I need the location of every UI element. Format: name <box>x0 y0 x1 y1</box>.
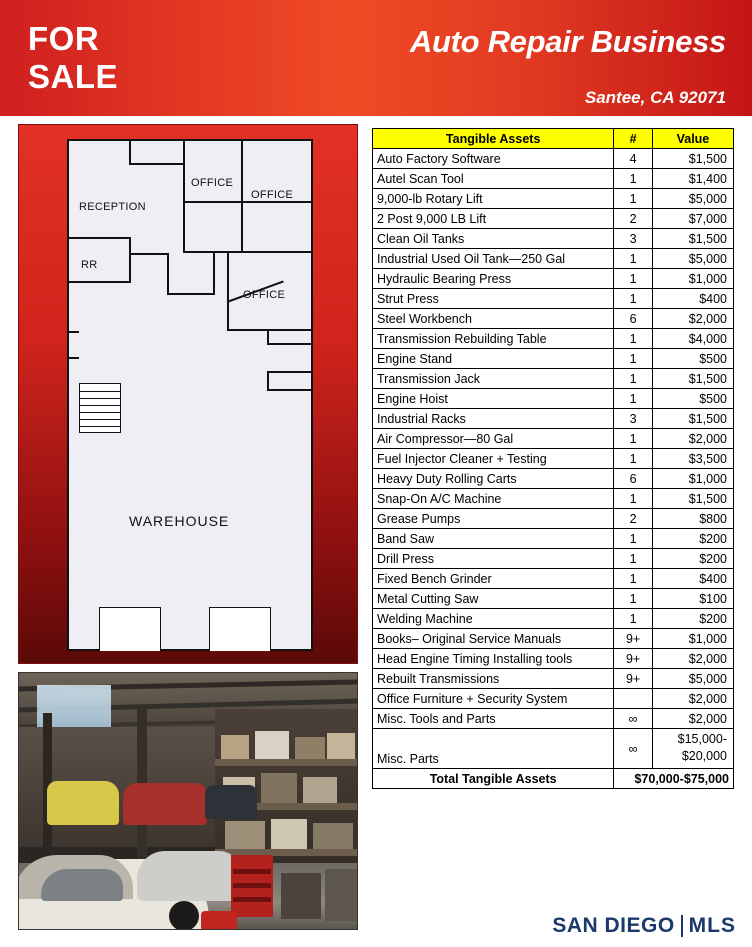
table-row <box>373 229 734 249</box>
asset-qty: 1 <box>614 549 653 569</box>
asset-name: Misc. Tools and Parts <box>373 709 614 729</box>
asset-qty: 1 <box>614 269 653 289</box>
logo-san-diego-text: SAN DIEGO <box>552 914 675 937</box>
asset-value: $7,000 <box>652 209 733 229</box>
table-row <box>373 569 734 589</box>
asset-value: $1,500 <box>652 409 733 429</box>
asset-value: $500 <box>652 349 733 369</box>
asset-value: $1,500 <box>652 149 733 169</box>
wall-segment <box>267 343 313 345</box>
room-label-office-2: OFFICE <box>251 189 294 201</box>
floorplan-panel <box>18 124 358 664</box>
asset-name: Fixed Bench Grinder <box>373 569 614 589</box>
asset-qty <box>614 689 653 709</box>
logo-mls-text: MLS <box>688 914 736 937</box>
photo-shelf-box <box>295 737 325 759</box>
asset-qty: 1 <box>614 329 653 349</box>
table-row <box>373 189 734 209</box>
wall-segment <box>267 371 313 373</box>
asset-qty: 1 <box>614 189 653 209</box>
asset-name: Air Compressor—80 Gal <box>373 429 614 449</box>
asset-value: $1,500 <box>652 489 733 509</box>
wall-segment <box>227 329 313 331</box>
asset-qty: 1 <box>614 449 653 469</box>
room-label-office-1: OFFICE <box>191 177 234 189</box>
asset-name: Office Furniture + Security System <box>373 689 614 709</box>
asset-qty: 2 <box>614 509 653 529</box>
table-row <box>373 729 734 769</box>
table-row <box>373 169 734 189</box>
for-sale-heading <box>28 20 118 96</box>
photo-foreground-car-silver <box>137 851 241 901</box>
asset-qty: 2 <box>614 209 653 229</box>
asset-qty: 1 <box>614 609 653 629</box>
asset-qty: 1 <box>614 589 653 609</box>
photo-shelf-box <box>327 733 355 759</box>
photo-shelf-box <box>271 819 307 849</box>
room-label-office-3: OFFICE <box>243 289 286 301</box>
shop-interior-photo <box>18 672 358 930</box>
wall-segment <box>267 389 313 391</box>
photo-shelf-box <box>225 821 265 849</box>
photo-vehicle-red <box>123 783 207 825</box>
asset-value: $1,000 <box>652 269 733 289</box>
asset-name: Strut Press <box>373 289 614 309</box>
photo-shelf-box <box>303 777 337 803</box>
table-row <box>373 329 734 349</box>
photo-tool-chest-drawer <box>233 883 271 888</box>
asset-value: $2,000 <box>652 309 733 329</box>
asset-qty: ∞ <box>614 709 653 729</box>
photo-foreground-windshield <box>41 869 123 901</box>
wall-segment <box>167 293 215 295</box>
floorplan-drawing <box>67 139 313 651</box>
asset-value: $1,500 <box>652 229 733 249</box>
table-row <box>373 629 734 649</box>
wall-segment <box>213 253 215 295</box>
asset-name: Engine Stand <box>373 349 614 369</box>
asset-value: $100 <box>652 589 733 609</box>
stairs <box>79 383 121 433</box>
wall-segment <box>167 253 169 295</box>
asset-value: $2,000 <box>652 689 733 709</box>
asset-value: $200 <box>652 529 733 549</box>
table-row <box>373 489 734 509</box>
asset-value: $200 <box>652 549 733 569</box>
wall-segment <box>183 201 313 203</box>
col-header-qty: # <box>614 129 653 149</box>
photo-red-part <box>201 911 237 930</box>
table-row <box>373 209 734 229</box>
asset-name: Clean Oil Tanks <box>373 229 614 249</box>
table-row <box>373 589 734 609</box>
asset-value: $800 <box>652 509 733 529</box>
wall-segment <box>183 251 313 253</box>
asset-name: 2 Post 9,000 LB Lift <box>373 209 614 229</box>
wall-segment <box>129 163 185 165</box>
asset-name: Head Engine Timing Installing tools <box>373 649 614 669</box>
wall-segment <box>69 281 131 283</box>
table-row <box>373 649 734 669</box>
asset-name: Misc. Parts <box>373 729 614 769</box>
photo-vehicle-yellow <box>47 781 119 825</box>
asset-value: $1,400 <box>652 169 733 189</box>
asset-value: $400 <box>652 569 733 589</box>
asset-qty: 6 <box>614 469 653 489</box>
asset-name: Industrial Racks <box>373 409 614 429</box>
wall-segment <box>183 141 185 165</box>
logo-divider <box>681 915 683 937</box>
asset-name: Auto Factory Software <box>373 149 614 169</box>
photo-cart <box>325 869 358 921</box>
total-value: $70,000-$75,000 <box>614 769 734 789</box>
photo-cart <box>281 873 321 919</box>
asset-qty: 1 <box>614 489 653 509</box>
asset-value: $4,000 <box>652 329 733 349</box>
asset-qty: 1 <box>614 369 653 389</box>
asset-qty: 1 <box>614 389 653 409</box>
asset-qty: 9+ <box>614 669 653 689</box>
asset-name: Transmission Jack <box>373 369 614 389</box>
san-diego-mls-logo <box>548 913 740 939</box>
table-row <box>373 369 734 389</box>
listing-title: Auto Repair Business <box>409 24 726 59</box>
table-row <box>373 349 734 369</box>
asset-qty: 1 <box>614 429 653 449</box>
table-row <box>373 309 734 329</box>
wall-segment <box>129 253 169 255</box>
asset-value: $2,000 <box>652 649 733 669</box>
asset-name: Heavy Duty Rolling Carts <box>373 469 614 489</box>
asset-qty: 1 <box>614 249 653 269</box>
photo-shelf-box <box>221 735 249 759</box>
table-row <box>373 409 734 429</box>
photo-wheel <box>169 901 199 930</box>
wall-segment <box>69 331 79 333</box>
asset-value: $200 <box>652 609 733 629</box>
asset-name: Steel Workbench <box>373 309 614 329</box>
table-row <box>373 469 734 489</box>
asset-name: Autel Scan Tool <box>373 169 614 189</box>
table-header-row <box>373 129 734 149</box>
table-row <box>373 449 734 469</box>
wall-segment <box>241 203 243 251</box>
asset-value: $500 <box>652 389 733 409</box>
asset-name: Rebuilt Transmissions <box>373 669 614 689</box>
for-sale-line-2: SALE <box>28 58 119 95</box>
table-row <box>373 429 734 449</box>
asset-name: Snap-On A/C Machine <box>373 489 614 509</box>
asset-value: $15,000- $20,000 <box>652 729 733 769</box>
asset-value: $5,000 <box>652 669 733 689</box>
asset-value: $5,000 <box>652 249 733 269</box>
table-row <box>373 529 734 549</box>
asset-value: $1,000 <box>652 629 733 649</box>
asset-qty: 1 <box>614 349 653 369</box>
room-label-reception: RECEPTION <box>79 201 146 213</box>
table-row <box>373 609 734 629</box>
asset-name: Band Saw <box>373 529 614 549</box>
asset-name: Metal Cutting Saw <box>373 589 614 609</box>
wall-segment <box>183 163 185 253</box>
for-sale-line-1: FOR <box>28 20 100 57</box>
asset-value: $2,000 <box>652 709 733 729</box>
col-header-value: Value <box>652 129 733 149</box>
asset-qty: 9+ <box>614 649 653 669</box>
asset-qty: 3 <box>614 229 653 249</box>
photo-shelf-box <box>261 773 297 803</box>
room-label-warehouse: WAREHOUSE <box>129 513 230 529</box>
table-row <box>373 149 734 169</box>
wall-segment <box>241 141 243 203</box>
tangible-assets-table <box>372 128 734 789</box>
tangible-assets-table-wrap <box>372 128 734 789</box>
asset-qty: 1 <box>614 569 653 589</box>
wall-segment <box>69 237 131 239</box>
asset-value: $1,000 <box>652 469 733 489</box>
asset-name: Transmission Rebuilding Table <box>373 329 614 349</box>
photo-shelf-box <box>313 823 353 849</box>
table-row <box>373 509 734 529</box>
table-row <box>373 389 734 409</box>
table-row <box>373 689 734 709</box>
table-row <box>373 269 734 289</box>
bay-door <box>209 607 271 651</box>
asset-name: Grease Pumps <box>373 509 614 529</box>
table-body <box>373 149 734 789</box>
photo-shelf-board <box>215 759 358 766</box>
room-label-restroom: RR <box>81 259 98 271</box>
asset-qty: 1 <box>614 169 653 189</box>
wall-segment <box>267 371 269 391</box>
asset-qty: 6 <box>614 309 653 329</box>
asset-value: $5,000 <box>652 189 733 209</box>
asset-qty: 3 <box>614 409 653 429</box>
asset-value: $3,500 <box>652 449 733 469</box>
asset-name: Engine Hoist <box>373 389 614 409</box>
wall-segment <box>227 251 229 331</box>
wall-segment <box>129 141 131 163</box>
table-row <box>373 289 734 309</box>
wall-segment <box>69 357 79 359</box>
photo-tool-chest-drawer <box>233 897 271 902</box>
table-row <box>373 249 734 269</box>
asset-qty: 4 <box>614 149 653 169</box>
asset-qty: 1 <box>614 529 653 549</box>
col-header-name: Tangible Assets <box>373 129 614 149</box>
table-row <box>373 549 734 569</box>
wall-segment <box>129 253 131 283</box>
asset-name: 9,000-lb Rotary Lift <box>373 189 614 209</box>
header-banner <box>0 0 752 116</box>
asset-qty: ∞ <box>614 729 653 769</box>
photo-vehicle-dark <box>205 785 257 819</box>
asset-qty: 9+ <box>614 629 653 649</box>
table-row <box>373 709 734 729</box>
asset-name: Fuel Injector Cleaner + Testing <box>373 449 614 469</box>
asset-name: Books– Original Service Manuals <box>373 629 614 649</box>
asset-name: Hydraulic Bearing Press <box>373 269 614 289</box>
asset-value: $1,500 <box>652 369 733 389</box>
asset-value: $2,000 <box>652 429 733 449</box>
asset-name: Welding Machine <box>373 609 614 629</box>
table-total-row <box>373 769 734 789</box>
asset-value: $400 <box>652 289 733 309</box>
asset-qty: 1 <box>614 289 653 309</box>
total-label: Total Tangible Assets <box>373 769 614 789</box>
asset-name: Drill Press <box>373 549 614 569</box>
photo-shelf-box <box>255 731 289 759</box>
listing-location: Santee, CA 92071 <box>584 88 726 107</box>
table-row <box>373 669 734 689</box>
bay-door <box>99 607 161 651</box>
photo-tool-chest-drawer <box>233 869 271 874</box>
asset-name: Industrial Used Oil Tank—250 Gal <box>373 249 614 269</box>
